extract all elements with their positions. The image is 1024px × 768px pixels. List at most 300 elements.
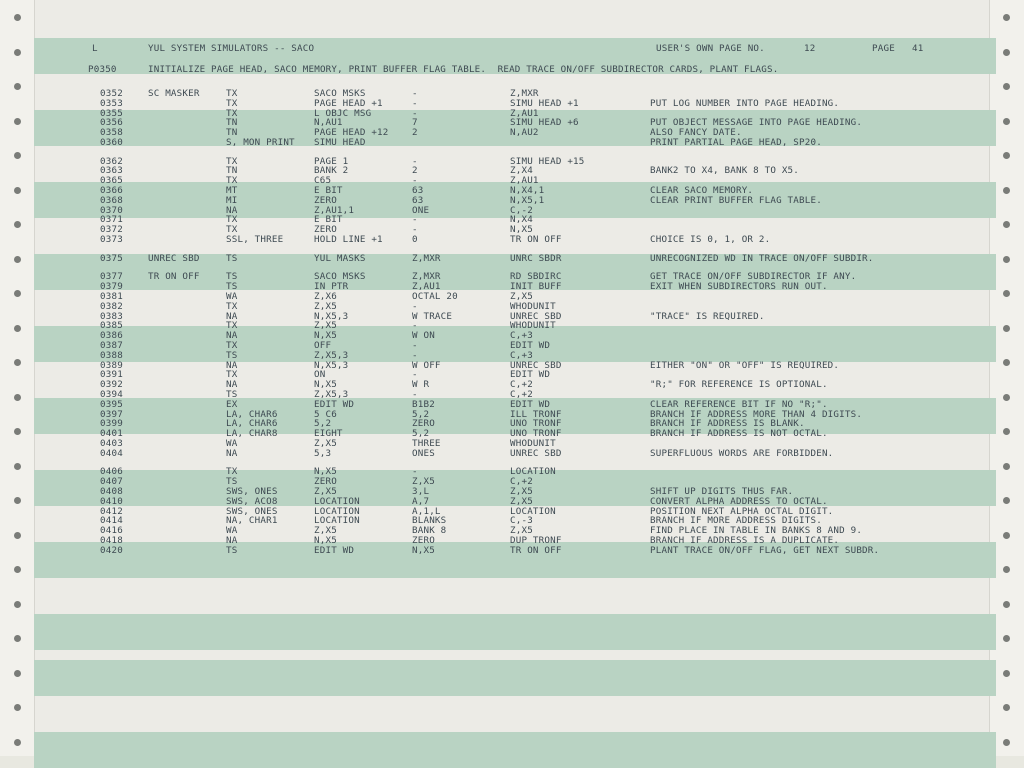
tractor-feed-hole [14, 601, 21, 608]
tractor-feed-hole [1003, 566, 1010, 573]
listing-comment: CLEAR REFERENCE BIT IF NO "R;". [650, 398, 828, 410]
listing-comment: UNRECOGNIZED WD IN TRACE ON/OFF SUBDIR. [650, 252, 874, 264]
listing-operand-2: ONES [412, 447, 435, 459]
tractor-feed-hole [14, 566, 21, 573]
listing-operand-2: W OFF [412, 359, 441, 371]
tractor-feed-hole [14, 221, 21, 228]
listing-operand-1: Z,X5,3 [314, 349, 349, 361]
listing-opcode: TX [226, 300, 238, 312]
tractor-feed-hole [14, 532, 21, 539]
listing-operand-3: SIMU HEAD +1 [510, 97, 579, 109]
listing-operand-2: 63 [412, 194, 424, 206]
listing-operand-3: C,+2 [510, 476, 533, 488]
listing-opcode: TS [226, 544, 238, 556]
listing-operand-2: - [412, 97, 418, 109]
listing-operand-2: - [412, 339, 418, 351]
listing-operand-3: N,X5 [510, 224, 533, 236]
listing-operand-1: ZERO [314, 194, 337, 206]
listing-operand-3: C,+3 [510, 349, 533, 361]
listing-operand-3: Z,X5 [510, 525, 533, 537]
listing-opcode: TN [226, 117, 238, 129]
listing-operand-1: Z,X5 [314, 320, 337, 332]
listing-operand-1: Z,X5 [314, 525, 337, 537]
tractor-feed-hole [1003, 670, 1010, 677]
listing-loc: 0414 [100, 515, 123, 527]
listing-comment: EXIT WHEN SUBDIRECTORS RUN OUT. [650, 281, 828, 293]
listing-loc: 0363 [100, 165, 123, 177]
greenbar-band [34, 614, 996, 650]
listing-label: TR ON OFF [148, 271, 200, 283]
listing-loc: 0391 [100, 369, 123, 381]
listing-operand-2: 5,2 [412, 428, 430, 440]
listing-operand-1: LOCATION [314, 495, 360, 507]
listing-opcode: S, MON PRINT [226, 137, 295, 148]
listing-operand-1: ZERO [314, 224, 337, 236]
listing-operand-2: BLANKS [412, 515, 447, 527]
tractor-feed-hole [1003, 739, 1010, 746]
listing-operand-3: EDIT WD [510, 339, 551, 351]
listing-loc: 0412 [100, 505, 123, 517]
listing-loc: 0416 [100, 525, 123, 537]
listing-loc: 0385 [100, 320, 123, 332]
listing-operand-2: 7 [412, 117, 418, 129]
listing-operand-2: 63 [412, 185, 424, 196]
listing-operand-1: SACO MSKS [314, 271, 366, 283]
tractor-feed-hole [1003, 256, 1010, 263]
tractor-feed-hole [1003, 290, 1010, 297]
listing-operand-1: ON [314, 369, 326, 381]
listing-operand-2: - [412, 175, 418, 187]
listing-operand-2: - [412, 349, 418, 361]
listing-loc: 0375 [100, 252, 123, 264]
tractor-feed-hole [14, 497, 21, 504]
listing-loc: 0377 [100, 271, 123, 283]
listing-loc: 0356 [100, 117, 123, 129]
tractor-feed-hole [1003, 325, 1010, 332]
listing-operand-1: PAGE 1 [314, 155, 349, 167]
listing-comment: CONVERT ALPHA ADDRESS TO OCTAL. [650, 495, 828, 507]
listing-opcode: TS [226, 476, 238, 488]
listing-comment: EITHER "ON" OR "OFF" IS REQUIRED. [650, 359, 840, 371]
listing-operand-3: Z,X5 [510, 495, 533, 507]
listing-operand-2: N,X5 [412, 544, 435, 556]
listing-operand-2: 0 [412, 234, 418, 245]
tractor-feed-hole [14, 704, 21, 711]
listing-comment: "TRACE" IS REQUIRED. [650, 310, 765, 322]
listing-comment: BANK2 TO X4, BANK 8 TO X5. [650, 165, 800, 177]
listing-operand-1: 5 C6 [314, 408, 337, 420]
header-line-1 [0, 43, 924, 55]
listing-loc: 0386 [100, 330, 123, 342]
listing-operand-2: Z,MXR [412, 271, 441, 283]
listing-loc: 0355 [100, 107, 123, 119]
listing-loc: 0394 [100, 388, 123, 400]
listing-operand-1: LOCATION [314, 515, 360, 527]
listing-operand-3: EDIT WD [510, 369, 551, 381]
listing-comment: PLANT TRACE ON/OFF FLAG, GET NEXT SUBDR. [650, 544, 880, 556]
listing-operand-3: UNO TRONF [510, 418, 562, 430]
listing-opcode: LA, CHAR6 [226, 418, 278, 430]
page-no-label: USER'S OWN PAGE NO. [656, 43, 765, 54]
listing-operand-2: W TRACE [412, 310, 453, 322]
listing-operand-3: DUP TRONF [510, 534, 562, 546]
listing-operand-3: Z,AU1 [510, 107, 539, 119]
listing-operand-3: Z,AU1 [510, 175, 539, 187]
tractor-feed-hole [14, 187, 21, 194]
listing-opcode: MI [226, 194, 238, 206]
listing-operand-1: EDIT WD [314, 398, 355, 410]
listing-comment: BRANCH IF MORE ADDRESS DIGITS. [650, 515, 822, 527]
listing-operand-3: UNREC SBD [510, 359, 562, 371]
listing-opcode: NA [226, 379, 238, 391]
listing-operand-3: N,X4,1 [510, 185, 545, 196]
listing-comment: POSITION NEXT ALPHA OCTAL DIGIT. [650, 505, 834, 517]
listing-operand-3: Z,X5 [510, 290, 533, 302]
listing-opcode: TS [226, 252, 238, 264]
listing-opcode: WA [226, 290, 238, 302]
listing-operand-3: TR ON OFF [510, 544, 562, 556]
listing-opcode: TX [226, 214, 238, 226]
listing-loc: 0408 [100, 485, 123, 497]
listing-operand-3: C,-3 [510, 515, 533, 527]
listing-operand-2: - [412, 88, 418, 99]
listing-loc: 0373 [100, 234, 123, 245]
listing-loc: 0403 [100, 437, 123, 449]
page-number: 41 [912, 43, 924, 54]
listing-operand-3: RD SBDIRC [510, 271, 562, 283]
listing-operand-1: LOCATION [314, 505, 360, 517]
tractor-feed-hole [1003, 635, 1010, 642]
listing-operand-1: Z,X5,3 [314, 388, 349, 400]
listing-operand-3: UNO TRONF [510, 428, 562, 440]
page-label: PAGE [872, 43, 895, 54]
listing-operand-3: WHODUNIT [510, 300, 556, 312]
listing-operand-2: - [412, 369, 418, 381]
listing-operand-1: PAGE HEAD +12 [314, 127, 389, 139]
listing-opcode: TX [226, 155, 238, 167]
listing-operand-1: N,X5 [314, 330, 337, 342]
listing-operand-2: - [412, 224, 418, 236]
listing-loc: 0362 [100, 155, 123, 167]
listing-opcode: LA, CHAR8 [226, 428, 278, 440]
listing-operand-3: LOCATION [510, 466, 556, 478]
listing-operand-2: Z,AU1 [412, 281, 441, 293]
listing-operand-3: LOCATION [510, 505, 556, 517]
tractor-feed-hole [1003, 394, 1010, 401]
listing-opcode: TX [226, 466, 238, 478]
listing-loc: 0389 [100, 359, 123, 371]
listing-operand-3: N,AU2 [510, 127, 539, 139]
listing-operand-3: WHODUNIT [510, 320, 556, 332]
listing-operand-1: PAGE HEAD +1 [314, 97, 383, 109]
listing-operand-1: EIGHT [314, 428, 343, 440]
listing-opcode: NA [226, 330, 238, 342]
listing-operand-3: WHODUNIT [510, 437, 556, 449]
tractor-feed-hole [14, 463, 21, 470]
listing-loc: 0368 [100, 194, 123, 206]
listing-comment: CLEAR PRINT BUFFER FLAG TABLE. [650, 194, 822, 206]
listing-operand-2: - [412, 388, 418, 400]
listing-operand-1: L OBJC MSG [314, 107, 372, 119]
tractor-feed-hole [1003, 428, 1010, 435]
listing-opcode: NA [226, 359, 238, 371]
listing-operand-1: OFF [314, 339, 332, 351]
listing-opcode: TN [226, 127, 238, 139]
listing-loc: 0420 [100, 544, 123, 556]
listing-opcode: MT [226, 185, 238, 196]
listing-operand-2: W R [412, 379, 430, 391]
listing-operand-1: 5,3 [314, 447, 332, 459]
listing-comment: FIND PLACE IN TABLE IN BANKS 8 AND 9. [650, 525, 863, 537]
listing-operand-2: B1B2 [412, 398, 435, 410]
listing-comment: BRANCH IF ADDRESS MORE THAN 4 DIGITS. [650, 408, 863, 420]
listing-operand-1: N,X5 [314, 379, 337, 391]
listing-loc: 0404 [100, 447, 123, 459]
tractor-feed-hole [14, 152, 21, 159]
listing-operand-3: Z,X4 [510, 165, 533, 177]
listing-operand-3: N,X4 [510, 214, 533, 226]
listing-loc: 0379 [100, 281, 123, 293]
listing-comment: CHOICE IS 0, 1, OR 2. [650, 234, 771, 245]
listing-operand-1: E BIT [314, 185, 343, 196]
listing-operand-2: THREE [412, 437, 441, 449]
tractor-feed-hole [14, 670, 21, 677]
listing-opcode: WA [226, 525, 238, 537]
listing-comment: PUT OBJECT MESSAGE INTO PAGE HEADING. [650, 117, 863, 129]
listing-opcode: NA [226, 310, 238, 322]
listing-loc: 0371 [100, 214, 123, 226]
tractor-feed-hole [1003, 601, 1010, 608]
listing-operand-3: C,-2 [510, 204, 533, 216]
listing-operand-2: - [412, 155, 418, 167]
listing-opcode: TX [226, 175, 238, 187]
tractor-feed-hole [14, 14, 21, 21]
listing-operand-3: SIMU HEAD +6 [510, 117, 579, 129]
listing-opcode: WA [226, 437, 238, 449]
listing-operand-3: UNREC SBD [510, 310, 562, 322]
listing-comment: PRINT PARTIAL PAGE HEAD, SP20. [650, 137, 822, 148]
listing-operand-2: Z,X5 [412, 476, 435, 488]
listing-opcode: SWS, ONES [226, 505, 278, 517]
listing-opcode: TS [226, 388, 238, 400]
listing-comment: GET TRACE ON/OFF SUBDIRECTOR IF ANY. [650, 271, 857, 283]
listing-operand-3: ILL TRONF [510, 408, 562, 420]
listing-operand-1: Z,AU1,1 [314, 204, 355, 216]
listing-opcode: TX [226, 224, 238, 236]
greenbar-band [34, 732, 996, 768]
listing-operand-1: N,AU1 [314, 117, 343, 129]
listing-operand-1: E BIT [314, 214, 343, 226]
listing-opcode: NA [226, 204, 238, 216]
listing-operand-2: 5,2 [412, 408, 430, 420]
subroutine-description: INITIALIZE PAGE HEAD, SACO MEMORY, PRINT BUFFER FLAG TABLE. READ TRACE ON/OFF SUBDIRECTOR CARDS, PLANT FLAGS. [148, 64, 779, 75]
tractor-feed-hole [14, 325, 21, 332]
listing-label: SC MASKER [148, 88, 200, 99]
listing-operand-3: TR ON OFF [510, 234, 562, 245]
listing-operand-2: ZERO [412, 534, 435, 546]
listing-comment: BRANCH IF ADDRESS IS A DUPLICATE. [650, 534, 840, 546]
listing-operand-1: SACO MSKS [314, 88, 366, 99]
listing-loc: 0365 [100, 175, 123, 187]
listing-operand-1: SIMU HEAD [314, 137, 366, 148]
listing-comment: BRANCH IF ADDRESS IS BLANK. [650, 418, 805, 430]
listing-operand-2: A,7 [412, 495, 430, 507]
listing-loc: 0381 [100, 290, 123, 302]
header-line-2 [0, 64, 779, 76]
system-title: YUL SYSTEM SIMULATORS -- SACO [148, 43, 315, 54]
tractor-feed-hole [1003, 83, 1010, 90]
listing-loc: 0418 [100, 534, 123, 546]
subroutine-id: P0350 [88, 64, 117, 75]
listing-loc: 0383 [100, 310, 123, 322]
tractor-feed-hole [1003, 49, 1010, 56]
listing-comment: SHIFT UP DIGITS THUS FAR. [650, 485, 794, 497]
tractor-feed-hole [1003, 532, 1010, 539]
tractor-feed-hole [1003, 118, 1010, 125]
page-no: 12 [804, 43, 816, 54]
tractor-feed-hole [14, 394, 21, 401]
listing-operand-2: BANK 8 [412, 525, 447, 537]
listing-loc: 0388 [100, 349, 123, 361]
listing-operand-3: C,+3 [510, 330, 533, 342]
listing-operand-2: - [412, 300, 418, 312]
listing-opcode: TX [226, 97, 238, 109]
listing-operand-1: Z,X5 [314, 437, 337, 449]
listing-operand-1: ZERO [314, 476, 337, 488]
listing-loc: 0410 [100, 495, 123, 507]
tractor-feed-hole [14, 256, 21, 263]
listing-loc: 0366 [100, 185, 123, 196]
tractor-feed-hole [1003, 221, 1010, 228]
listing-operand-2: ZERO [412, 418, 435, 430]
listing-opcode: TX [226, 339, 238, 351]
listing-loc: 0407 [100, 476, 123, 488]
listing-operand-3: UNRC SBDR [510, 252, 562, 264]
listing-opcode: TX [226, 107, 238, 119]
listing-operand-2: Z,MXR [412, 252, 441, 264]
listing-operand-1: YUL MASKS [314, 252, 366, 264]
listing-comment: ALSO FANCY DATE. [650, 127, 742, 139]
listing-operand-1: BANK 2 [314, 165, 349, 177]
listing-loc: 0358 [100, 127, 123, 139]
listing-operand-2: 3,L [412, 485, 430, 497]
tractor-feed-hole [14, 739, 21, 746]
listing-operand-2: - [412, 214, 418, 226]
tractor-feed-hole [1003, 359, 1010, 366]
tractor-feed-hole [1003, 152, 1010, 159]
listing-loc: 0397 [100, 408, 123, 420]
listing-operand-1: C65 [314, 175, 332, 187]
listing-operand-1: Z,X6 [314, 290, 337, 302]
tractor-feed-hole [14, 635, 21, 642]
listing-operand-2: - [412, 107, 418, 119]
listing-operand-1: HOLD LINE +1 [314, 234, 383, 245]
listing-comment: CLEAR SACO MEMORY. [650, 185, 754, 196]
listing-loc: 0392 [100, 379, 123, 391]
tractor-feed-hole [1003, 704, 1010, 711]
listing-comment: "R;" FOR REFERENCE IS OPTIONAL. [650, 379, 828, 391]
listing-operand-3: EDIT WD [510, 398, 551, 410]
listing-loc: 0401 [100, 428, 123, 440]
listing-operand-2: OCTAL 20 [412, 290, 458, 302]
tractor-feed-hole [1003, 187, 1010, 194]
listing-opcode: NA, CHAR1 [226, 515, 278, 527]
left-code: L [92, 43, 98, 54]
listing-operand-2: - [412, 320, 418, 332]
listing-opcode: TS [226, 281, 238, 293]
listing-operand-1: 5,2 [314, 418, 332, 430]
listing-operand-2: - [412, 466, 418, 478]
listing-opcode: NA [226, 534, 238, 546]
listing-operand-3: Z,MXR [510, 88, 539, 99]
tractor-feed-hole [1003, 463, 1010, 470]
listing-operand-3: C,+2 [510, 379, 533, 391]
listing-opcode: TS [226, 271, 238, 283]
listing-opcode: TX [226, 88, 238, 99]
listing-opcode: TN [226, 165, 238, 177]
listing-opcode: TX [226, 369, 238, 381]
listing-operand-2: A,1,L [412, 505, 441, 517]
listing-loc: 0382 [100, 300, 123, 312]
listing-opcode: NA [226, 447, 238, 459]
listing-opcode: SWS, ACO8 [226, 495, 278, 507]
listing-comment: BRANCH IF ADDRESS IS NOT OCTAL. [650, 428, 828, 440]
listing-loc: 0387 [100, 339, 123, 351]
listing-operand-1: IN PTR [314, 281, 349, 293]
listing-operand-2: 2 [412, 165, 418, 177]
listing-operand-1: N,X5,3 [314, 310, 349, 322]
listing-opcode: TX [226, 320, 238, 332]
listing-loc: 0399 [100, 418, 123, 430]
listing-comment: SUPERFLUOUS WORDS ARE FORBIDDEN. [650, 447, 834, 459]
listing-operand-3: INIT BUFF [510, 281, 562, 293]
listing-loc: 0395 [100, 398, 123, 410]
listing-opcode: SWS, ONES [226, 485, 278, 497]
listing-opcode: EX [226, 398, 238, 410]
listing-loc: 0406 [100, 466, 123, 478]
listing-opcode: LA, CHAR6 [226, 408, 278, 420]
listing-opcode: TS [226, 349, 238, 361]
listing-operand-3: SIMU HEAD +15 [510, 155, 585, 167]
listing-loc: 0353 [100, 97, 123, 109]
listing-operand-1: N,X5,3 [314, 359, 349, 371]
tractor-feed-hole [1003, 14, 1010, 21]
listing-label: UNREC SBD [148, 252, 200, 264]
listing-loc: 0360 [100, 137, 123, 148]
listing-operand-1: N,X5 [314, 534, 337, 546]
listing-operand-3: C,+2 [510, 388, 533, 400]
listing-comment: PUT LOG NUMBER INTO PAGE HEADING. [650, 97, 840, 109]
listing-operand-3: N,X5,1 [510, 194, 545, 206]
listing-operand-3: Z,X5 [510, 485, 533, 497]
listing-loc: 0372 [100, 224, 123, 236]
listing-opcode: SSL, THREE [226, 234, 284, 245]
listing-operand-1: Z,X5 [314, 485, 337, 497]
listing-operand-3: UNREC SBD [510, 447, 562, 459]
listing-operand-2: ONE [412, 204, 430, 216]
listing-loc: 0352 [100, 88, 123, 99]
greenbar-band [34, 660, 996, 696]
tractor-feed-hole [14, 359, 21, 366]
listing-operand-1: N,X5 [314, 466, 337, 478]
listing-operand-1: Z,X5 [314, 300, 337, 312]
listing-operand-1: EDIT WD [314, 544, 355, 556]
listing-operand-2: 2 [412, 127, 418, 139]
listing-loc: 0370 [100, 204, 123, 216]
tractor-feed-hole [14, 290, 21, 297]
tractor-feed-hole [14, 428, 21, 435]
listing-operand-2: W ON [412, 330, 435, 342]
